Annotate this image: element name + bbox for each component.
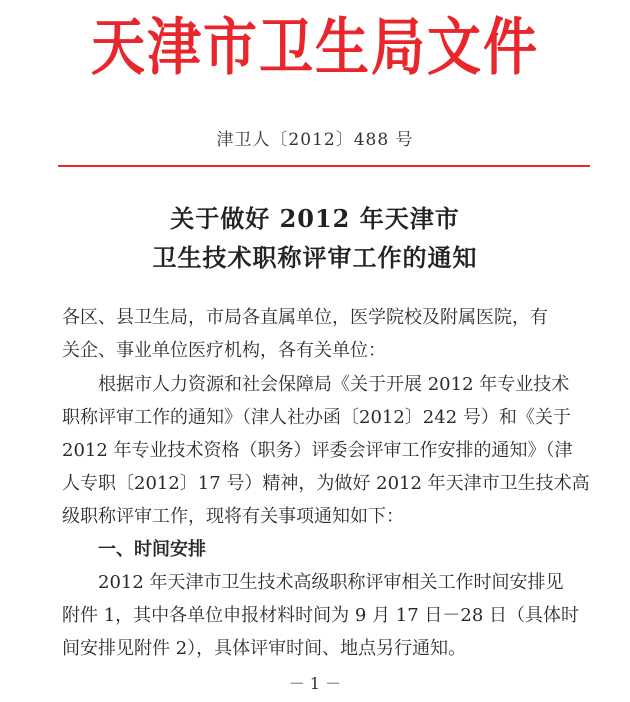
paragraph-line: 人专职〔2012〕17 号）精神，为做好 2012 年天津市卫生技术高	[62, 473, 590, 494]
notice-title-line-2: 卫生技术职称评审工作的通知	[152, 243, 478, 272]
paragraph-line: 根据市人力资源和社会保障局《关于开展 2012 年专业技术	[98, 374, 570, 395]
addressee-line: 各区、县卫生局，市局各直属单位，医学院校及附属医院，有	[62, 307, 548, 328]
paragraph-line: 2012 年天津市卫生技术高级职称评审相关工作时间安排见	[98, 572, 564, 593]
paragraph-line: 职称评审工作的通知》（津人社办函〔2012〕242 号）和《关于	[62, 407, 571, 428]
paragraph-line: 附件 1，其中各单位申报材料时间为 9 月 17 日－28 日（具体时	[62, 605, 580, 626]
page-number: － 1 －	[288, 674, 342, 693]
paragraph-line: 级职称评审工作，现将有关事项通知如下：	[62, 506, 404, 527]
paragraph-line: 间安排见附件 2），具体评审时间、地点另行通知。	[62, 638, 467, 659]
red-divider-line	[58, 165, 590, 167]
document-header-title: 天津市卫生局文件	[91, 10, 539, 84]
section-heading: 一、时间安排	[98, 539, 206, 560]
notice-title-line-1: 关于做好 2012 年天津市	[170, 204, 460, 233]
addressee-line: 关企、事业单位医疗机构，各有关单位：	[62, 340, 386, 361]
document-number: 津卫人〔2012〕488 号	[216, 130, 414, 150]
paragraph-line: 2012 年专业技术资格（职务）评委会评审工作安排的通知》（津	[62, 440, 573, 461]
